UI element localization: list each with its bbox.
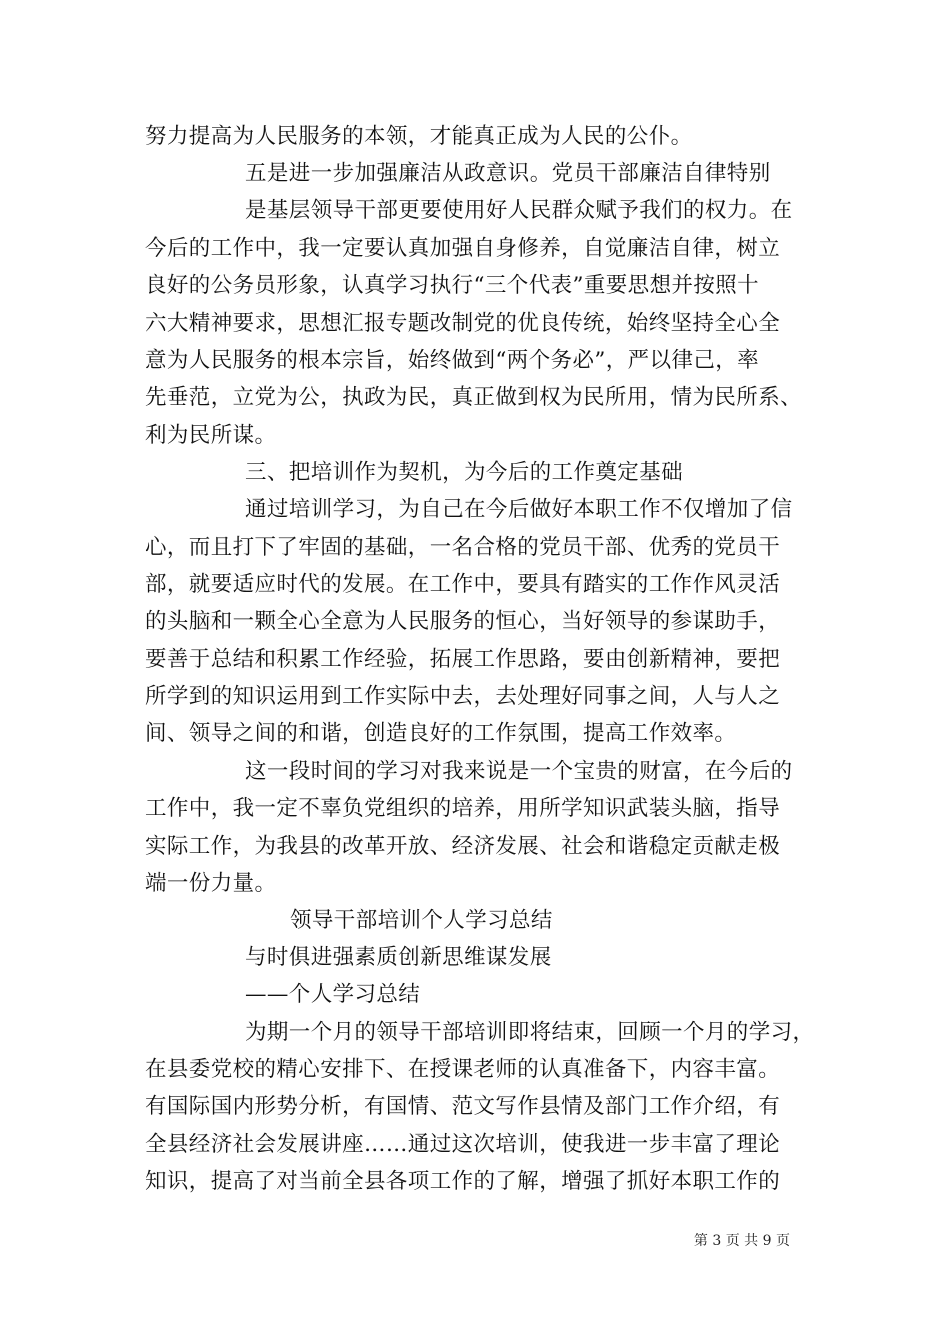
text-line: 意为人民服务的根本宗旨，始终做到“两个务必”，严以律己，率	[145, 348, 760, 373]
text-line: 有国际国内形势分析，有国情、范文写作县情及部门工作介绍，有	[145, 1094, 781, 1119]
text-line: 五是进一步加强廉洁从政意识。党员干部廉洁自律特别	[245, 161, 771, 186]
document-subtitle-sub: ——个人学习总结	[245, 982, 421, 1007]
text-line: 知识，提高了对当前全县各项工作的了解，增强了抓好本职工作的	[145, 1169, 781, 1194]
text-line: 六大精神要求，思想汇报专题改制党的优良传统，始终坚持全心全	[145, 311, 781, 336]
text-line: 心，而且打下了牢固的基础，一名合格的党员干部、优秀的党员干	[145, 535, 781, 560]
text-line: 端一份力量。	[145, 871, 277, 896]
text-line: 实际工作，为我县的改革开放、经济发展、社会和谐稳定贡献走极	[145, 834, 781, 859]
section-heading: 三、把培训作为契机，为今后的工作奠定基础	[245, 460, 684, 485]
text-line: 这一段时间的学习对我来说是一个宝贵的财富，在今后的	[245, 759, 793, 784]
text-line: 先垂范，立党为公，执政为民，真正做到权为民所用，情为民所系、	[145, 385, 803, 410]
text-line: 部，就要适应时代的发展。在工作中，要具有踏实的工作作风灵活	[145, 572, 781, 597]
document-title: 领导干部培训个人学习总结	[290, 908, 553, 933]
text-line: 要善于总结和积累工作经验，拓展工作思路，要由创新精神，要把	[145, 647, 781, 672]
text-line: 努力提高为人民服务的本领，才能真正成为人民的公仆。	[145, 124, 693, 149]
text-line: 通过培训学习，为自己在今后做好本职工作不仅增加了信	[245, 497, 793, 522]
text-line: 利为民所谋。	[145, 423, 277, 448]
text-line: 在县委党校的精心安排下、在授课老师的认真准备下，内容丰富。	[145, 1057, 781, 1082]
text-line: 工作中，我一定不辜负党组织的培养，用所学知识武装头脑，指导	[145, 796, 781, 821]
text-line: 为期一个月的领导干部培训即将结束，回顾一个月的学习，	[245, 1020, 815, 1045]
text-line: 所学到的知识运用到工作实际中去，去处理好同事之间，人与人之	[145, 684, 781, 709]
text-line: 良好的公务员形象，认真学习执行“三个代表”重要思想并按照十	[145, 273, 760, 298]
text-line: 间、领导之间的和谐，创造良好的工作氛围，提高工作效率。	[145, 721, 737, 746]
page-number: 第 3 页 共 9 页	[693, 1233, 790, 1249]
text-line: 的头脑和一颗全心全意为人民服务的恒心，当好领导的参谋助手，	[145, 609, 781, 634]
text-line: 是基层领导干部更要使用好人民群众赋予我们的权力。在	[245, 198, 793, 223]
text-line: 今后的工作中，我一定要认真加强自身修养，自觉廉洁自律，树立	[145, 236, 781, 261]
document-subtitle: 与时俱进强素质创新思维谋发展	[245, 945, 552, 970]
text-line: 全县经济社会发展讲座……通过这次培训，使我进一步丰富了理论	[145, 1132, 781, 1157]
